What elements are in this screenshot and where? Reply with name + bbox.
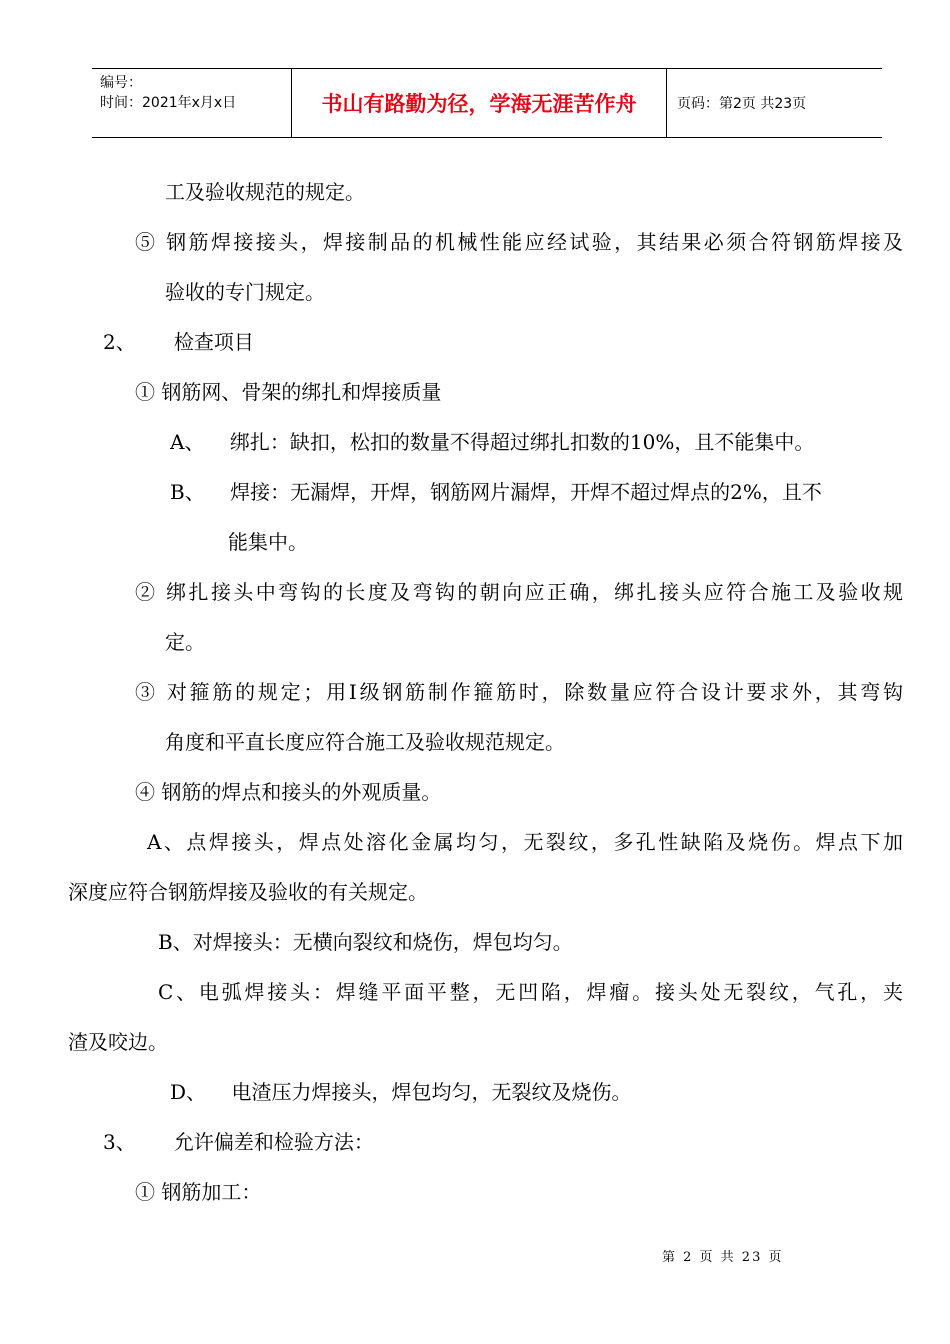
body-line: ⑤ 钢筋焊接接头，焊接制品的机械性能应经试验，其结果必须合符钢筋焊接及 (135, 230, 903, 254)
body-line: 工及验收规范的规定。 (165, 180, 365, 204)
body-line: 深度应符合钢筋焊接及验收的有关规定。 (68, 880, 428, 904)
body-line: ① 钢筋网、骨架的绑扎和焊接质量 (135, 380, 442, 404)
body-line: A、点焊接头，焊点处溶化金属均匀，无裂纹，多孔性缺陷及烧伤。焊点下加 (147, 830, 903, 854)
page-header (92, 68, 882, 138)
body-line: 角度和平直长度应符合施工及验收规范规定。 (165, 730, 565, 754)
body-line: 渣及咬边。 (68, 1030, 168, 1054)
page-info: 页码：第2页 共23页 (677, 96, 807, 112)
body-line: B、对焊接头：无横向裂纹和烧伤，焊包均匀。 (158, 930, 573, 954)
body-line: 定。 (165, 630, 205, 654)
body-line: A、 绑扎：缺扣，松扣的数量不得超过绑扎扣数的10%，且不能集中。 (170, 430, 815, 454)
number-label: 编号： (100, 75, 142, 91)
body-line: D、 电渣压力焊接头，焊包均匀，无裂纹及烧伤。 (170, 1080, 632, 1104)
body-line: C、电弧焊接头：焊缝平面平整，无凹陷，焊瘤。接头处无裂纹，气孔，夹 (158, 980, 903, 1004)
body-line: B、 焊接：无漏焊，开焊，钢筋网片漏焊，开焊不超过焊点的2%，且不 (170, 480, 822, 504)
section-heading: 2、 检查项目 (103, 330, 254, 354)
section-heading: 3、 允许偏差和检验方法： (103, 1130, 374, 1154)
body-line: ③ 对箍筋的规定；用Ⅰ级钢筋制作箍筋时，除数量应符合设计要求外，其弯钩 (135, 680, 903, 704)
body-line: 能集中。 (228, 530, 308, 554)
body-line: ④ 钢筋的焊点和接头的外观质量。 (135, 780, 442, 804)
body-line: 验收的专门规定。 (165, 280, 325, 304)
time-label: 时间：2021年x月x日 (100, 95, 237, 111)
header-meta (92, 69, 292, 137)
body-line: ① 钢筋加工： (135, 1180, 262, 1204)
motto: 书山有路勤为径，学海无涯苦作舟 (292, 69, 667, 137)
body-line: ② 绑扎接头中弯钩的长度及弯钩的朝向应正确，绑扎接头应符合施工及验收规 (135, 580, 903, 604)
page-footer: 第 2 页 共 23 页 (662, 1250, 784, 1265)
